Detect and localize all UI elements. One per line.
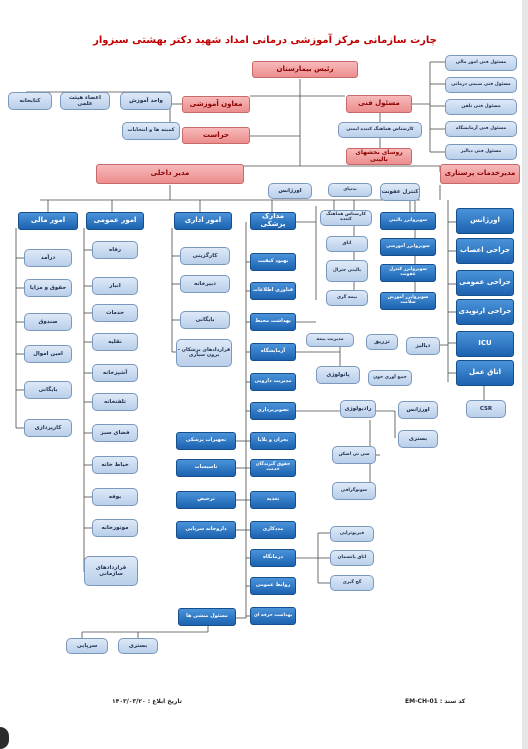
- occupational-health-box[interactable]: بهداشت حرفه ای: [250, 607, 296, 625]
- document-code: [405, 698, 465, 705]
- finance-affairs-box[interactable]: امور مالی: [18, 212, 78, 230]
- emergency-top-box[interactable]: اورژانس: [268, 183, 312, 199]
- admin-archive-box[interactable]: بایگانی: [180, 311, 230, 329]
- imaging-box[interactable]: تصویربرداری: [250, 402, 296, 420]
- library-box[interactable]: کتابخانه: [8, 92, 52, 110]
- document-code-label: کد سند :: [439, 698, 466, 705]
- pharmacy-box[interactable]: مدیریت دارویی: [250, 373, 296, 391]
- neurosurgery-ward-box[interactable]: جراحی اعصاب: [456, 238, 514, 264]
- paraclinic-outpatient-box[interactable]: سرپایی: [66, 638, 108, 654]
- store-box[interactable]: انبار: [92, 277, 138, 295]
- general-affairs-box[interactable]: امور عمومی: [86, 212, 144, 230]
- viewer-scrollbar[interactable]: [522, 0, 528, 749]
- welfare-box[interactable]: رفاه: [92, 241, 138, 259]
- laboratory-box[interactable]: آزمایشگاه: [250, 343, 296, 361]
- boiler-box[interactable]: موتورخانه: [92, 519, 138, 537]
- public-relations-box[interactable]: روابط عمومی: [250, 577, 296, 595]
- issue-date-label: تاریخ ابلاغ :: [147, 698, 182, 705]
- clinics-box[interactable]: درمانگاه: [250, 549, 296, 567]
- clinical-experts-box[interactable]: کارشناس هماهنگ کننده ایمنی: [338, 122, 422, 138]
- ct-scan-box[interactable]: سی تی اسکن: [332, 446, 376, 464]
- insurance-management-box[interactable]: مدیریت بیمه: [306, 333, 354, 347]
- quality-box[interactable]: بهبود کیفیت: [250, 253, 296, 271]
- procurement-box[interactable]: کارپردازی: [24, 419, 72, 437]
- telephone-box[interactable]: تلفنخانه: [92, 393, 138, 411]
- dressing-room-box[interactable]: اتاق پانسمان: [330, 550, 374, 566]
- casting-box[interactable]: گچ گیری: [330, 575, 374, 591]
- finance-archive-box[interactable]: بایگانی: [24, 381, 72, 399]
- recruitment-box[interactable]: کارگزینی: [180, 247, 230, 265]
- tech-finance-box[interactable]: مسئول فنی امور مالی: [445, 55, 517, 71]
- icu-ward-box[interactable]: ICU: [456, 331, 514, 357]
- internal-manager-box[interactable]: مدیر داخلی: [96, 164, 244, 184]
- facilities-box[interactable]: تاسیسات: [176, 459, 236, 477]
- secretariat-box[interactable]: دبیرخانه: [180, 275, 230, 293]
- assets-box[interactable]: امین اموال: [24, 345, 72, 363]
- imaging-inpatient-box[interactable]: بستری: [398, 430, 438, 448]
- medical-records-box[interactable]: مدارک پزشکی: [250, 212, 296, 230]
- education-supervisor-box[interactable]: سوپروایزر آموزشی: [380, 238, 436, 256]
- outpatient-pharmacy-box[interactable]: داروخانه سرپایی: [176, 521, 236, 539]
- transport-box[interactable]: نقلیه: [92, 333, 138, 351]
- services-box[interactable]: خدمات: [92, 304, 138, 322]
- org-contracts-box[interactable]: قراردادهای سازمانی: [84, 556, 138, 586]
- nutrition-box[interactable]: تغذیه: [250, 491, 296, 509]
- buffet-box[interactable]: بوفه: [92, 488, 138, 506]
- discharge-box[interactable]: ترخیص: [176, 491, 236, 509]
- tech-chemo-box[interactable]: مسئول فنی شیمی درمانی: [445, 77, 517, 93]
- medical-equipment-box[interactable]: تجهیزات پزشکی: [176, 432, 236, 450]
- committees-box[interactable]: کمیته ها و انتخابات: [122, 122, 180, 140]
- issue-date: [112, 698, 182, 705]
- operating-room-box[interactable]: اتاق عمل: [456, 360, 514, 386]
- income-box[interactable]: درآمد: [24, 249, 72, 267]
- technical-officer-box[interactable]: مسئول فنی: [346, 95, 412, 113]
- document-code-value: EM-CH-01: [405, 698, 438, 705]
- nursing-coordinator-box[interactable]: بدنیای: [328, 183, 372, 197]
- kitchen-box[interactable]: آشپزخانه: [92, 364, 138, 382]
- nursing-manager-box[interactable]: مدیرخدمات پرستاری: [440, 164, 520, 184]
- emergency-ward-box[interactable]: اورژانس: [456, 208, 514, 234]
- education-unit-box[interactable]: واحد آموزش: [120, 92, 172, 110]
- crisis-box[interactable]: بحران و بلایا: [250, 432, 296, 450]
- sonography-box[interactable]: سونوگرافی: [332, 482, 376, 500]
- security-box[interactable]: حراست: [182, 127, 250, 144]
- imaging-emergency-box[interactable]: اورژانس: [398, 401, 438, 419]
- infection-control-box[interactable]: کنترل عفونت: [380, 183, 420, 201]
- pathology-box[interactable]: پاتولوژی: [316, 366, 360, 384]
- radiology-box[interactable]: رادیولوژی: [340, 400, 376, 418]
- insurance-box[interactable]: بیمه گری: [326, 290, 368, 306]
- patient-rights-box[interactable]: حقوق گیرندگان خدمت: [250, 459, 296, 477]
- orthopedic-ward-box[interactable]: جراحی ارتوپدی: [456, 299, 514, 325]
- it-box[interactable]: فناوری اطلاعات: [250, 282, 296, 300]
- education-deputy-box[interactable]: معاون آموزشی: [182, 96, 250, 113]
- hospital-head-box[interactable]: رئیس بیمارستان: [252, 61, 358, 78]
- general-surgery-ward-box[interactable]: جراحی عمومی: [456, 270, 514, 296]
- secretaries-head-box[interactable]: مسئول منشی ها: [178, 608, 236, 626]
- tech-lab-box[interactable]: مسئول فنی آزمایشگاه: [445, 121, 517, 137]
- health-promotion-supervisor-box[interactable]: سوپروایزر آموزش سلامت: [380, 292, 436, 310]
- green-space-box[interactable]: فضای سبز: [92, 424, 138, 442]
- physiotherapy-box[interactable]: فیزیوتراپی: [330, 526, 374, 542]
- dialysis-box[interactable]: دیالیز: [406, 337, 440, 355]
- csr-box[interactable]: CSR: [466, 400, 506, 418]
- ward-heads-box[interactable]: روسای بخشهای بالینی: [346, 148, 412, 165]
- clinical-supervisor-box[interactable]: سوپروایزر بالینی: [380, 212, 436, 230]
- issue-date-value: ۱۴۰۳/۰۳/۲۰: [112, 698, 146, 705]
- room-box[interactable]: اتاق: [326, 236, 368, 252]
- scientific-board-box[interactable]: اعضاء هیئت علمی: [60, 92, 110, 110]
- salary-box[interactable]: حقوق و مزایا: [24, 279, 72, 297]
- infection-supervisor-box[interactable]: سوپروایزر کنترل عفونت: [380, 264, 436, 282]
- doctor-contracts-box[interactable]: قراردادهای پزشکان - برون سپاری: [176, 339, 232, 367]
- paraclinic-inpatient-box[interactable]: بستری: [118, 638, 158, 654]
- tech-tele-box[interactable]: مسئول فنی تلفن: [445, 99, 517, 115]
- administrative-affairs-box[interactable]: امور اداری: [174, 212, 232, 230]
- fund-box[interactable]: صندوق: [24, 313, 72, 331]
- injection-box[interactable]: تزریق: [366, 334, 398, 350]
- clinical-general-box[interactable]: بالینی جنرال: [326, 260, 368, 282]
- coordinating-expert-box[interactable]: کارشناس هماهنگ کننده: [320, 210, 372, 226]
- env-health-box[interactable]: بهداشت محیط: [250, 313, 296, 331]
- page-title: چارت سازمانی مرکز آموزشی درمانی امداد شهید دکتر بهشتی سبزوار: [93, 35, 437, 46]
- tech-dialysis-box[interactable]: مسئول فنی دیالیز: [445, 144, 517, 160]
- tailor-box[interactable]: خیاط خانه: [92, 456, 138, 474]
- blood-collection-box[interactable]: جمع آوری خون: [368, 370, 412, 386]
- social-work-box[interactable]: مددکاری: [250, 521, 296, 539]
